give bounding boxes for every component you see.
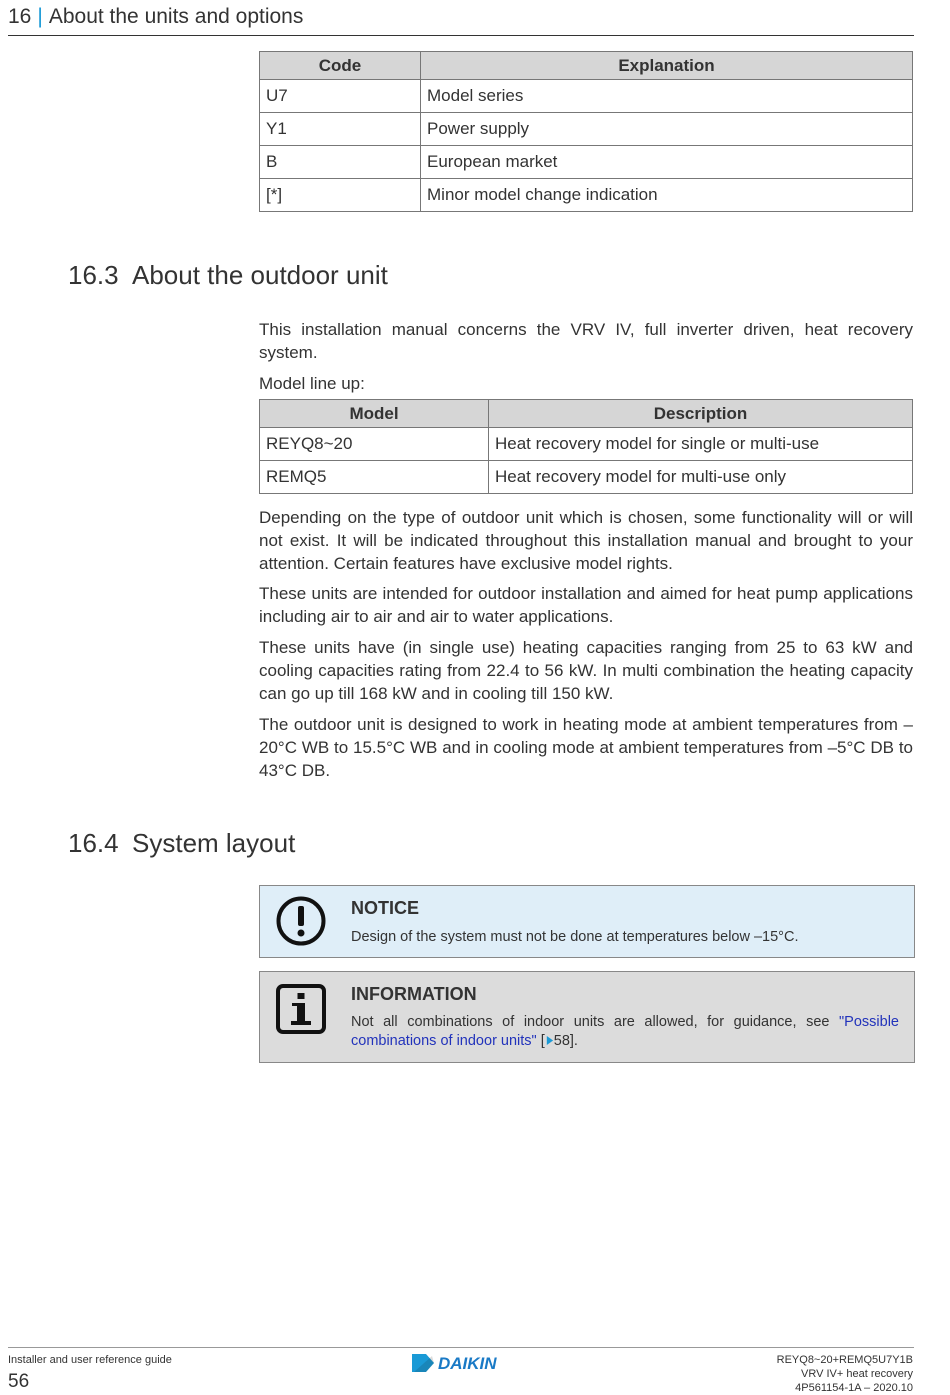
capacity-paragraph: These units have (in single use) heating capacities ranging from 25 to 63 kW and cooling capacities rating from 22.4 to 56 kW. In multi combination the heating capacity can go up till 168 kW and in cooling till 150 kW. [259,638,913,703]
section-title: System layout [132,828,296,858]
section-number: 16.3 [68,260,119,290]
code-cell: B [260,146,421,179]
page-header [8,5,914,36]
application-paragraph: These units are intended for outdoor installation and aimed for heat pump applications including air to air and air to water applications. [259,584,913,626]
code-table [259,51,913,212]
model-cell: REMQ5 [260,461,489,494]
section-number: 16.4 [68,828,119,858]
description-header: Description [489,400,913,428]
code-cell: Y1 [260,113,421,146]
arrow-right-icon [545,1035,554,1046]
page-ref-close: ]. [569,1033,578,1049]
functionality-paragraph: Depending on the type of outdoor unit which is chosen, some functionality will or will not exist. It will be indicated throughout this installation manual and brought to your attention. Certain features have exclusive model rights. [259,508,913,573]
page-ref-open: [ [536,1033,545,1049]
possible-combinations-link[interactable]: "Possible combinations of indoor units" [351,1014,899,1049]
table-row [260,80,913,113]
description-cell: Heat recovery model for multi-use only [489,461,913,494]
section-heading-16-4 [68,828,295,859]
temperature-paragraph: The outdoor unit is designed to work in heating mode at ambient temperatures from –20°C WB to 15.5°C WB and in cooling mode at ambient temperatures from –5°C DB to 43°C DB. [259,715,913,780]
information-title: INFORMATION [351,984,477,1004]
explanation-header: Explanation [421,52,913,80]
table-row [260,428,913,461]
chapter-number: 16 [8,5,32,28]
table-row [260,461,913,494]
information-text-lead: Not all combinations of indoor units are allowed, for guidance, see [351,1014,840,1030]
page-number: 56 [8,1371,30,1392]
section-title: About the outdoor unit [132,260,388,290]
lineup-label: Model line up: [259,374,365,393]
model-table [259,399,913,494]
daikin-logo [408,1352,512,1374]
notice-box [259,885,915,958]
table-row [260,179,913,212]
code-header: Code [260,52,421,80]
product-name: VRV IV+ heat recovery [801,1368,913,1380]
notice-text: Design of the system must not be done at temperatures below –15°C. [351,929,799,945]
explanation-cell: European market [421,146,913,179]
explanation-cell: Minor model change indication [421,179,913,212]
code-cell: [*] [260,179,421,212]
guide-name: Installer and user reference guide [8,1354,172,1366]
model-header: Model [260,400,489,428]
code-cell: U7 [260,80,421,113]
explanation-cell: Model series [421,80,913,113]
notice-title: NOTICE [351,898,420,918]
model-cell: REYQ8~20 [260,428,489,461]
information-text [351,1013,899,1051]
model-code: REYQ8~20+REMQ5U7Y1B [776,1354,913,1366]
page-reference: 58 [553,1033,570,1049]
chapter-title: About the units and options [48,5,304,28]
document-number: 4P561154-1A – 2020.10 [795,1382,913,1394]
table-row [260,146,913,179]
info-icon [276,984,326,1034]
intro-paragraph: This installation manual concerns the VRV IV, full inverter driven, heat recovery system. [259,320,913,362]
header-separator: | [37,5,43,28]
footer-divider [8,1347,914,1348]
description-cell: Heat recovery model for single or multi-use [489,428,913,461]
exclamation-icon [276,896,326,946]
svg-text:DAIKIN: DAIKIN [438,1354,497,1373]
explanation-cell: Power supply [421,113,913,146]
section-heading-16-3 [68,260,388,291]
table-row [260,113,913,146]
document-info [777,1353,913,1395]
information-box [259,971,915,1063]
